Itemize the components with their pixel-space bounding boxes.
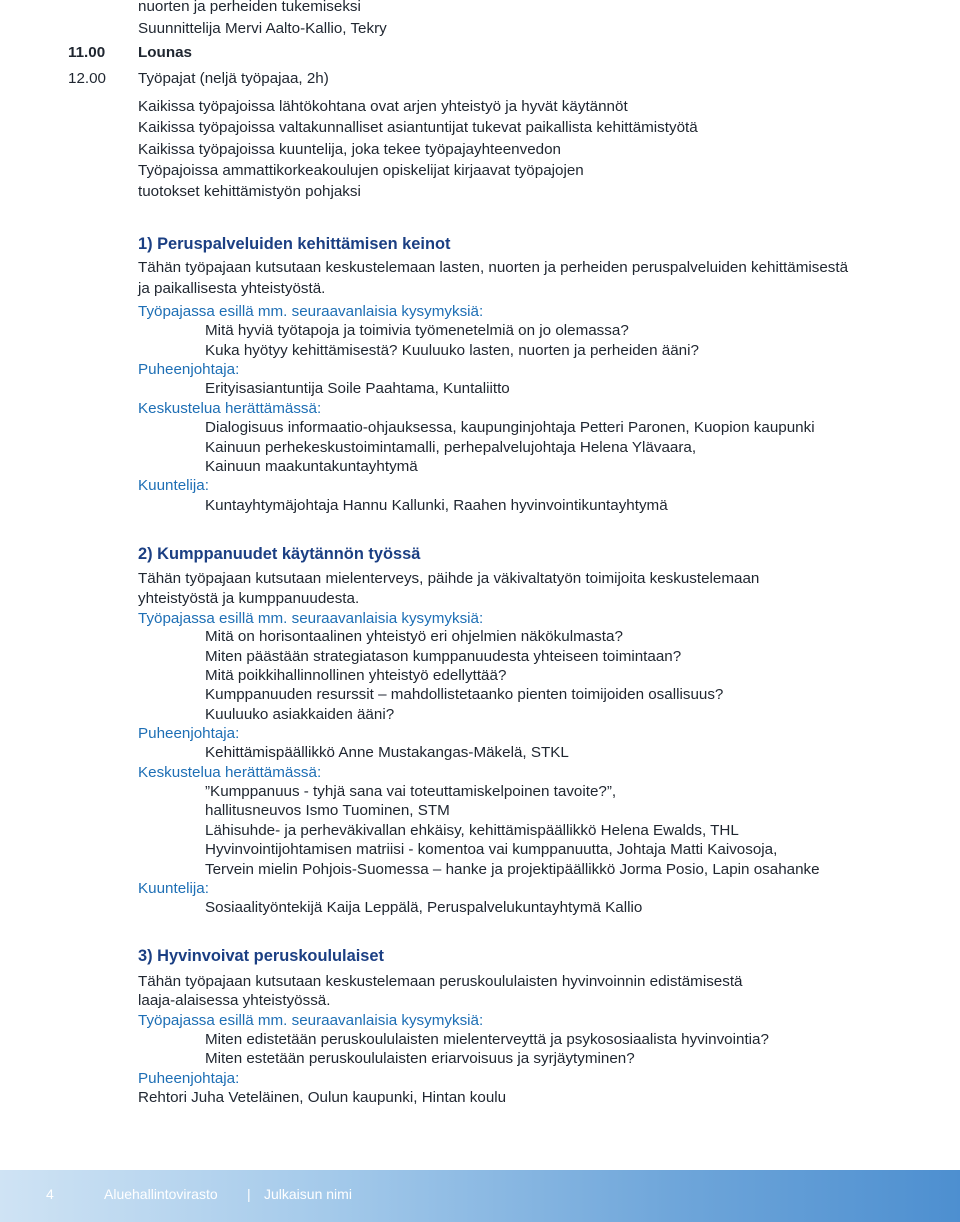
discussion-label: Keskustelua herättämässä: bbox=[138, 400, 322, 417]
listener-label: Kuuntelija: bbox=[138, 880, 209, 897]
chair-name: Kehittämispäällikkö Anne Mustakangas-Mäkelä, STKL bbox=[205, 744, 569, 761]
schedule-title: Lounas bbox=[138, 44, 193, 61]
discussion-item: ”Kumppanuus - tyhjä sana vai toteuttamiskelpoinen tavoite?”, bbox=[205, 783, 617, 800]
workshop-3-desc: laaja-alaisessa yhteistyössä. bbox=[138, 992, 331, 1009]
workshop-intro-line: Kaikissa työpajoissa kuuntelija, joka tekee työpajayhteenvedon bbox=[138, 141, 561, 158]
discussion-item: Dialogisuus informaatio-ohjauksessa, kaupunginjohtaja Petteri Paronen, Kuopion kaupunki bbox=[205, 419, 815, 436]
questions-label: Työpajassa esillä mm. seuraavanlaisia kysymyksiä: bbox=[138, 1012, 484, 1029]
discussion-item: Hyvinvointijohtamisen matriisi - komentoa vai kumppanuutta, Johtaja Matti Kaivosoja, bbox=[205, 841, 778, 858]
question-item: Miten estetään peruskoululaisten eriarvoisuus ja syrjäytyminen? bbox=[205, 1050, 635, 1067]
page-number: 4 bbox=[46, 1186, 54, 1202]
question-item: Kuuluuko asiakkaiden ääni? bbox=[205, 706, 395, 723]
workshop-2-desc: Tähän työpajaan kutsutaan mielenterveys, päihde ja väkivaltatyön toimijoita keskustelemaan bbox=[138, 570, 760, 587]
question-item: Kuka hyötyy kehittämisestä? Kuuluuko lasten, nuorten ja perheiden ääni? bbox=[205, 342, 699, 359]
discussion-item: Kainuun perhekeskustoimintamalli, perhepalvelujohtaja Helena Ylävaara, bbox=[205, 439, 697, 456]
workshop-intro-line: Kaikissa työpajoissa valtakunnalliset asiantuntijat tukevat paikallista kehittämistyötä bbox=[138, 119, 698, 136]
schedule-time: 12.00 bbox=[68, 70, 107, 87]
intro-line: Suunnittelija Mervi Aalto-Kallio, Tekry bbox=[138, 20, 387, 37]
page-footer bbox=[0, 1170, 960, 1222]
schedule-time: 11.00 bbox=[68, 44, 106, 61]
chair-label: Puheenjohtaja: bbox=[138, 1070, 240, 1087]
schedule-title: Työpajat (neljä työpajaa, 2h) bbox=[138, 70, 329, 87]
discussion-label: Keskustelua herättämässä: bbox=[138, 764, 322, 781]
workshop-1-desc: Tähän työpajaan kutsutaan keskustelemaan lasten, nuorten ja perheiden peruspalveluiden kehittämisestä bbox=[138, 259, 849, 276]
organization-name: Aluehallintovirasto bbox=[104, 1186, 218, 1202]
listener-label: Kuuntelija: bbox=[138, 477, 209, 494]
chair-name: Rehtori Juha Veteläinen, Oulun kaupunki, Hintan koulu bbox=[138, 1089, 507, 1106]
chair-label: Puheenjohtaja: bbox=[138, 725, 240, 742]
workshop-intro-line: tuotokset kehittämistyön pohjaksi bbox=[138, 183, 361, 200]
footer-separator: | bbox=[247, 1186, 251, 1202]
question-item: Mitä on horisontaalinen yhteistyö eri ohjelmien näkökulmasta? bbox=[205, 628, 623, 645]
listener-name: Kuntayhtymäjohtaja Hannu Kallunki, Raahen hyvinvointikuntayhtymä bbox=[205, 497, 668, 514]
question-item: Miten edistetään peruskoululaisten mielenterveyttä ja psykososiaalista hyvinvointia? bbox=[205, 1031, 769, 1048]
questions-label: Työpajassa esillä mm. seuraavanlaisia kysymyksiä: bbox=[138, 610, 484, 627]
discussion-item: hallitusneuvos Ismo Tuominen, STM bbox=[205, 802, 450, 819]
intro-line: nuorten ja perheiden tukemiseksi bbox=[138, 0, 361, 15]
chair-label: Puheenjohtaja: bbox=[138, 361, 240, 378]
question-item: Mitä hyviä työtapoja ja toimivia työmenetelmiä on jo olemassa? bbox=[205, 322, 629, 339]
chair-name: Erityisasiantuntija Soile Paahtama, Kuntaliitto bbox=[205, 380, 510, 397]
workshop-3-desc: Tähän työpajaan kutsutaan keskustelemaan peruskoululaisten hyvinvoinnin edistämisestä bbox=[138, 973, 743, 990]
listener-name: Sosiaalityöntekijä Kaija Leppälä, Peruspalvelukuntayhtymä Kallio bbox=[205, 899, 643, 916]
publication-name: Julkaisun nimi bbox=[264, 1186, 352, 1202]
question-item: Mitä poikkihallinnollinen yhteistyö edellyttää? bbox=[205, 667, 507, 684]
discussion-item: Tervein mielin Pohjois-Suomessa – hanke ja projektipäällikkö Jorma Posio, Lapin osahanke bbox=[205, 861, 820, 878]
questions-label: Työpajassa esillä mm. seuraavanlaisia kysymyksiä: bbox=[138, 303, 484, 320]
workshop-2-heading: 2) Kumppanuudet käytännön työssä bbox=[138, 545, 421, 563]
workshop-2-desc: yhteistyöstä ja kumppanuudesta. bbox=[138, 590, 360, 607]
question-item: Miten päästään strategiatason kumppanuudesta yhteiseen toimintaan? bbox=[205, 648, 682, 665]
workshop-3-heading: 3) Hyvinvoivat peruskoululaiset bbox=[138, 947, 384, 965]
workshop-1-heading: 1) Peruspalveluiden kehittämisen keinot bbox=[138, 235, 451, 253]
workshop-intro-line: Työpajoissa ammattikorkeakoulujen opiskelijat kirjaavat työpajojen bbox=[138, 162, 584, 179]
workshop-1-desc: ja paikallisesta yhteistyöstä. bbox=[138, 280, 326, 297]
discussion-item: Lähisuhde- ja perheväkivallan ehkäisy, kehittämispäällikkö Helena Ewalds, THL bbox=[205, 822, 739, 839]
discussion-item: Kainuun maakuntakuntayhtymä bbox=[205, 458, 418, 475]
workshop-intro-line: Kaikissa työpajoissa lähtökohtana ovat arjen yhteistyö ja hyvät käytännöt bbox=[138, 98, 628, 115]
question-item: Kumppanuuden resurssit – mahdollistetaanko pienten toimijoiden osallisuus? bbox=[205, 686, 724, 703]
